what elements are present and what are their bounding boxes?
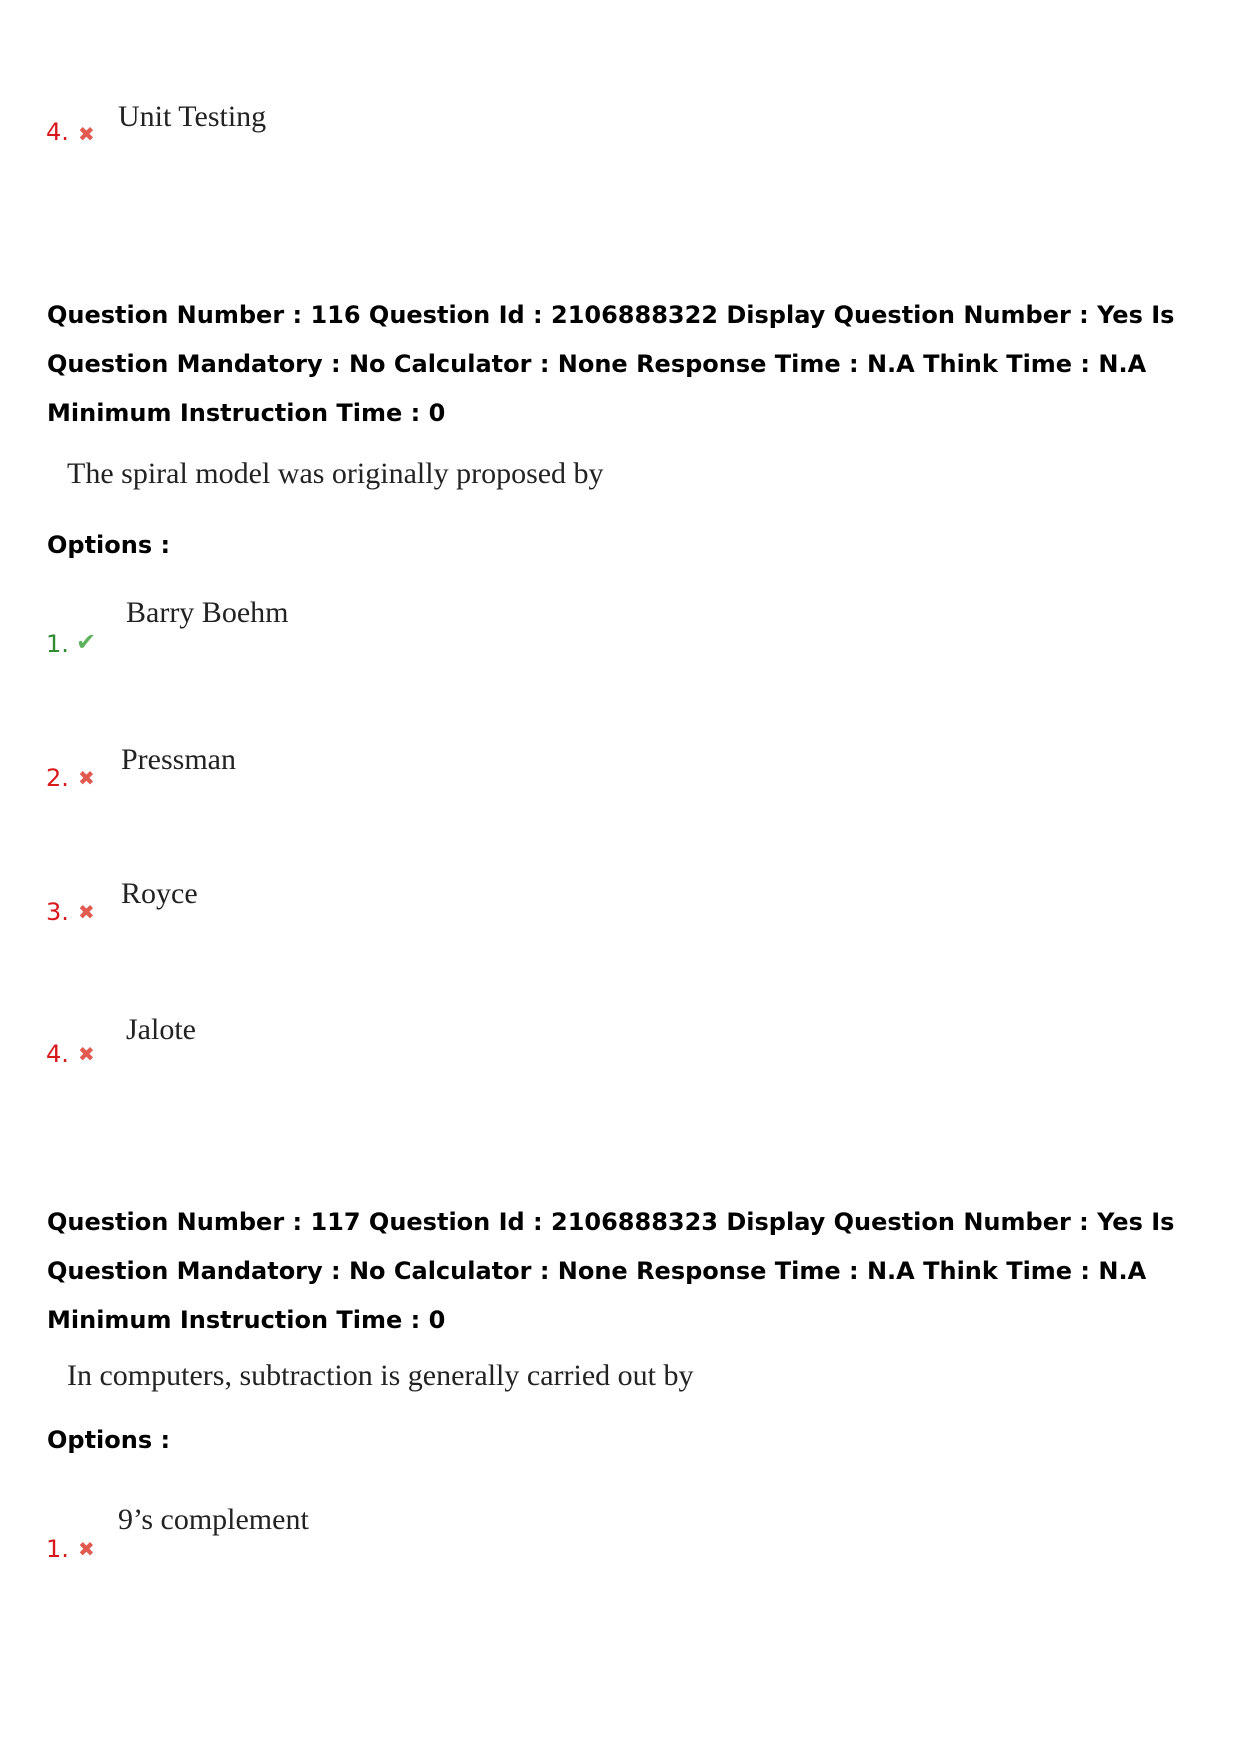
option-text: 9’s complement bbox=[118, 1503, 309, 1536]
option-text: Pressman bbox=[121, 743, 236, 776]
options-label: Options : bbox=[47, 531, 171, 559]
option-text: Barry Boehm bbox=[126, 596, 289, 629]
question-text: The spiral model was originally proposed by bbox=[67, 457, 604, 490]
cross-icon: ✖ bbox=[78, 1042, 95, 1066]
question-meta: Question Number : 117 Question Id : 2106888323 Display Question Number : Yes Is Question Mandatory : No Calculator : None Response Time : N.A Think Time : N.A Minimum Instruction Time : 0 bbox=[47, 1208, 1175, 1334]
question-meta: Question Number : 116 Question Id : 2106888322 Display Question Number : Yes Is Question Mandatory : No Calculator : None Response Time : N.A Think Time : N.A Minimum Instruction Time : 0 bbox=[47, 301, 1175, 427]
option-text: Unit Testing bbox=[118, 100, 267, 133]
option-row bbox=[46, 118, 69, 146]
cross-icon: ✖ bbox=[78, 766, 95, 790]
option-text: Royce bbox=[121, 877, 198, 910]
option-number: 4. bbox=[46, 1040, 69, 1068]
check-icon: ✔ bbox=[76, 628, 97, 656]
option-number: 3. bbox=[46, 898, 69, 926]
cross-icon: ✖ bbox=[78, 1537, 95, 1561]
option-number: 4. bbox=[46, 118, 69, 146]
cross-icon: ✖ bbox=[78, 900, 95, 924]
options-label: Options : bbox=[47, 1426, 171, 1454]
option-number: 1. bbox=[46, 630, 69, 658]
question-text: In computers, subtraction is generally carried out by bbox=[67, 1359, 694, 1392]
option-number: 2. bbox=[46, 764, 69, 792]
cross-icon: ✖ bbox=[78, 122, 95, 146]
option-number: 1. bbox=[46, 1535, 69, 1563]
option-text: Jalote bbox=[126, 1013, 196, 1046]
